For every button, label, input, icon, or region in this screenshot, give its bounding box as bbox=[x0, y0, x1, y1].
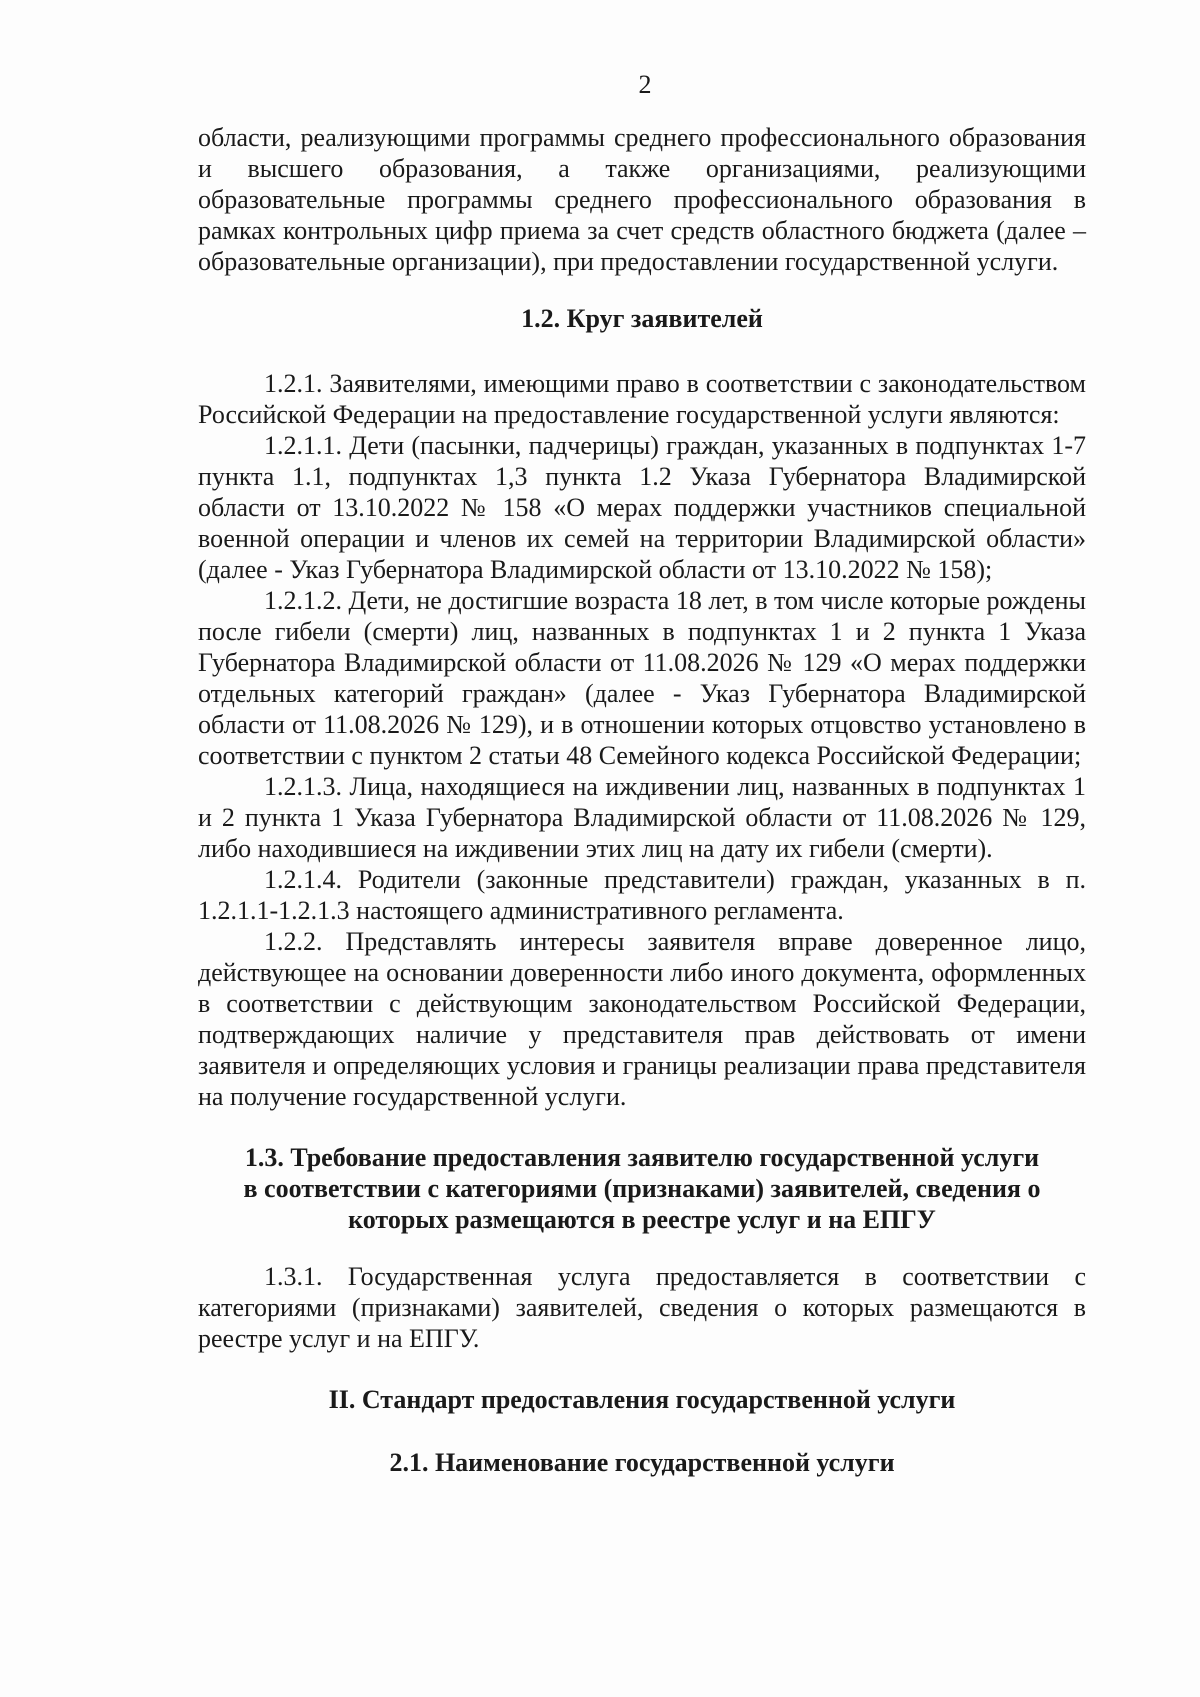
section-2-heading: II. Стандарт предоставления государственной услуги bbox=[328, 1385, 956, 1414]
section-1-3-heading bbox=[198, 1142, 1086, 1235]
section-1-3-heading-line-1: 1.3. Требование предоставления заявителю государственной услуги bbox=[244, 1143, 1040, 1172]
paragraph-1-2-1-3: 1.2.1.3. Лица, находящиеся на иждивении лиц, названных в подпунктах 1 и 2 пункта 1 Указа Губернатора Владимирской области от 11.08.2026 № 129, либо находившиеся на иждивении этих лиц на дату их гибели (смерти). bbox=[198, 772, 1086, 863]
paragraph-1-2-1-1: 1.2.1.1. Дети (пасынки, падчерицы) граждан, указанных в подпунктах 1-7 пункта 1.1, подпунктах 1,3 пункта 1.2 Указа Губернатора Владимирской области от 13.10.2022 № 158 «О мерах поддержки участников специальной военной операции и членов их семей на территории Владимирской области» (далее - Указ Губернатора Владимирской области от 13.10.2022 № 158); bbox=[198, 431, 1086, 584]
section-1-3-heading-line-3: которых размещаются в реестре услуг и на ЕПГУ bbox=[348, 1205, 936, 1234]
section-2-1-heading: 2.1. Наименование государственной услуги bbox=[389, 1448, 895, 1477]
section-1-3-heading-line-2: в соответствии с категориями (признаками) заявителей, сведения о bbox=[243, 1174, 1041, 1203]
document-body bbox=[198, 122, 1086, 1478]
paragraph-1-2-1: 1.2.1. Заявителями, имеющими право в соответствии с законодательством Российской Федерации на предоставление государственной услуги являются: bbox=[198, 369, 1086, 429]
section-1-2-heading: 1.2. Круг заявителей bbox=[521, 304, 763, 333]
paragraph-1-2-2: 1.2.2. Представлять интересы заявителя вправе доверенное лицо, действующее на основании доверенности либо иного документа, оформленных в соответствии с действующим законодательством Российской Федерации, подтверждающих наличие у представителя прав действовать от имени заявителя и определяющих условия и границы реализации права представителя на получение государственной услуги. bbox=[198, 927, 1086, 1111]
intro-paragraph: области, реализующими программы среднего профессионального образования и высшего образования, а также организациями, реализующими образовательные программы среднего профессионального образования в рамках контрольных цифр приема за счет средств областного бюджета (далее – образовательные организации), при предоставлении государственной услуги. bbox=[198, 123, 1086, 276]
paragraph-1-2-1-4: 1.2.1.4. Родители (законные представители) граждан, указанных в п. 1.2.1.1-1.2.1.3 настоящего административного регламента. bbox=[198, 865, 1086, 925]
paragraph-1-3-1: 1.3.1. Государственная услуга предоставляется в соответствии с категориями (признаками) заявителей, сведения о которых размещаются в реестре услуг и на ЕПГУ. bbox=[198, 1262, 1086, 1353]
page-number: 2 bbox=[638, 70, 652, 99]
paragraph-1-2-1-2: 1.2.1.2. Дети, не достигшие возраста 18 лет, в том числе которые рождены после гибели (смерти) лиц, названных в подпунктах 1 и 2 пункта 1 Указа Губернатора Владимирской области от 11.08.2026 № 129 «О мерах поддержки отдельных категорий граждан» (далее - Указ Губернатора Владимирской области от 11.08.2026 № 129), и в отношении которых отцовство установлено в соответствии с пунктом 2 статьи 48 Семейного кодекса Российской Федерации; bbox=[198, 586, 1087, 770]
